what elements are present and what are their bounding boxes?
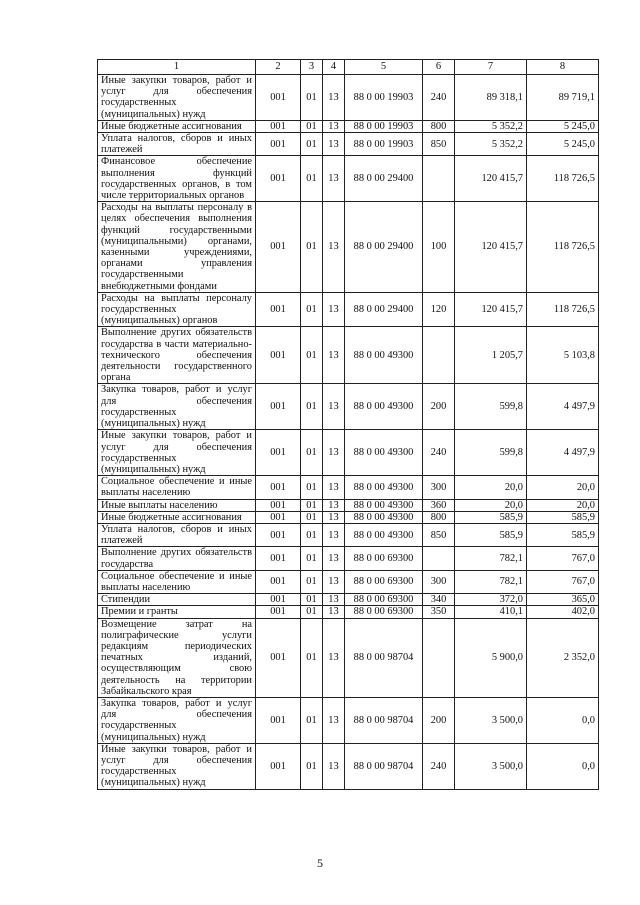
column-header: 8 — [527, 60, 599, 75]
amount-year2-cell: 4 497,9 — [527, 430, 599, 476]
amount-year1-cell: 372,0 — [455, 594, 527, 606]
expense-name-cell: Расходы на выплаты персоналу в целях обеспечения выполнения функций государственными (муниципальными) органами, казенными учреждениями, органами управления государственными внебюджетными фондами — [98, 202, 256, 293]
amount-year1-cell: 120 415,7 — [455, 292, 527, 327]
expense-type-cell: 300 — [423, 476, 455, 499]
amount-year1-cell: 5 900,0 — [455, 618, 527, 697]
amount-year2-cell: 20,0 — [527, 499, 599, 511]
target-article-cell: 88 0 00 49300 — [345, 476, 423, 499]
table-row — [98, 570, 599, 593]
expense-name-cell: Закупка товаров, работ и услуг для обеспечения государственных (муниципальных) нужд — [98, 384, 256, 430]
column-header: 2 — [256, 60, 301, 75]
ministry-code-cell: 001 — [256, 327, 301, 384]
amount-year2-cell: 585,9 — [527, 511, 599, 523]
ministry-code-cell: 001 — [256, 292, 301, 327]
target-article-cell: 88 0 00 69300 — [345, 594, 423, 606]
amount-year1-cell: 782,1 — [455, 570, 527, 593]
table-row — [98, 384, 599, 430]
section-code-cell: 01 — [301, 697, 323, 743]
expense-type-cell: 240 — [423, 430, 455, 476]
ministry-code-cell: 001 — [256, 384, 301, 430]
page-number: 5 — [317, 856, 323, 870]
ministry-code-cell: 001 — [256, 133, 301, 156]
table-row — [98, 133, 599, 156]
expense-name-cell: Иные закупки товаров, работ и услуг для обеспечения государственных (муниципальных) нужд — [98, 75, 256, 121]
table-row — [98, 292, 599, 327]
expense-type-cell: 350 — [423, 606, 455, 618]
ministry-code-cell: 001 — [256, 476, 301, 499]
amount-year2-cell: 5 245,0 — [527, 133, 599, 156]
section-code-cell: 01 — [301, 75, 323, 121]
expense-type-cell — [423, 547, 455, 570]
expense-name-cell: Закупка товаров, работ и услуг для обеспечения государственных (муниципальных) нужд — [98, 697, 256, 743]
expense-name-cell: Иные бюджетные ассигнования — [98, 120, 256, 132]
ministry-code-cell: 001 — [256, 120, 301, 132]
expense-type-cell: 200 — [423, 384, 455, 430]
expense-name-cell: Расходы на выплаты персоналу государственных (муниципальных) органов — [98, 292, 256, 327]
section-code-cell: 01 — [301, 120, 323, 132]
amount-year1-cell: 599,8 — [455, 384, 527, 430]
column-header: 1 — [98, 60, 256, 75]
table-row — [98, 75, 599, 121]
subsection-code-cell: 13 — [323, 697, 345, 743]
expense-name-cell: Уплата налогов, сборов и иных платежей — [98, 133, 256, 156]
expense-name-cell: Иные бюджетные ассигнования — [98, 511, 256, 523]
target-article-cell: 88 0 00 49300 — [345, 430, 423, 476]
expense-type-cell: 340 — [423, 594, 455, 606]
column-header: 3 — [301, 60, 323, 75]
ministry-code-cell: 001 — [256, 202, 301, 293]
expense-type-cell: 800 — [423, 120, 455, 132]
table-row — [98, 606, 599, 618]
amount-year1-cell: 585,9 — [455, 523, 527, 546]
expense-type-cell: 360 — [423, 499, 455, 511]
table-row — [98, 618, 599, 697]
target-article-cell: 88 0 00 69300 — [345, 570, 423, 593]
amount-year2-cell: 365,0 — [527, 594, 599, 606]
target-article-cell: 88 0 00 29400 — [345, 292, 423, 327]
subsection-code-cell: 13 — [323, 594, 345, 606]
subsection-code-cell: 13 — [323, 292, 345, 327]
budget-table — [97, 59, 599, 790]
expense-type-cell: 240 — [423, 75, 455, 121]
expense-type-cell: 850 — [423, 523, 455, 546]
expense-type-cell: 120 — [423, 292, 455, 327]
table-row — [98, 202, 599, 293]
subsection-code-cell: 13 — [323, 476, 345, 499]
table-body — [98, 75, 599, 790]
subsection-code-cell: 13 — [323, 511, 345, 523]
expense-name-cell: Выполнение других обязательств государства в части материально-технического обеспечения деятельности государственного органа — [98, 327, 256, 384]
ministry-code-cell: 001 — [256, 570, 301, 593]
expense-type-cell — [423, 327, 455, 384]
table-header-row — [98, 60, 599, 75]
subsection-code-cell: 13 — [323, 75, 345, 121]
expense-name-cell: Возмещение затрат на полиграфические услуги редакциям периодических печатных изданий, осуществляющим свою деятельность на территории Забайкальского края — [98, 618, 256, 697]
amount-year1-cell: 89 318,1 — [455, 75, 527, 121]
table-row — [98, 511, 599, 523]
table-row — [98, 499, 599, 511]
table-row — [98, 743, 599, 789]
amount-year1-cell: 3 500,0 — [455, 743, 527, 789]
ministry-code-cell: 001 — [256, 594, 301, 606]
table-row — [98, 430, 599, 476]
expense-name-cell: Иные закупки товаров, работ и услуг для обеспечения государственных (муниципальных) нужд — [98, 743, 256, 789]
column-header: 6 — [423, 60, 455, 75]
table-row — [98, 476, 599, 499]
expense-name-cell: Уплата налогов, сборов и иных платежей — [98, 523, 256, 546]
ministry-code-cell: 001 — [256, 430, 301, 476]
section-code-cell: 01 — [301, 618, 323, 697]
column-header: 5 — [345, 60, 423, 75]
ministry-code-cell: 001 — [256, 75, 301, 121]
subsection-code-cell: 13 — [323, 120, 345, 132]
section-code-cell: 01 — [301, 547, 323, 570]
expense-type-cell: 240 — [423, 743, 455, 789]
table-row — [98, 120, 599, 132]
expense-name-cell: Социальное обеспечение и иные выплаты населению — [98, 570, 256, 593]
amount-year2-cell: 5 103,8 — [527, 327, 599, 384]
target-article-cell: 88 0 00 29400 — [345, 202, 423, 293]
table-row — [98, 547, 599, 570]
expense-type-cell: 800 — [423, 511, 455, 523]
ministry-code-cell: 001 — [256, 697, 301, 743]
amount-year1-cell: 585,9 — [455, 511, 527, 523]
expense-type-cell: 100 — [423, 202, 455, 293]
target-article-cell: 88 0 00 49300 — [345, 384, 423, 430]
table-row — [98, 594, 599, 606]
section-code-cell: 01 — [301, 430, 323, 476]
expense-type-cell: 850 — [423, 133, 455, 156]
subsection-code-cell: 13 — [323, 327, 345, 384]
amount-year1-cell: 410,1 — [455, 606, 527, 618]
column-header: 7 — [455, 60, 527, 75]
amount-year1-cell: 20,0 — [455, 476, 527, 499]
amount-year2-cell: 118 726,5 — [527, 156, 599, 202]
amount-year1-cell: 1 205,7 — [455, 327, 527, 384]
section-code-cell: 01 — [301, 499, 323, 511]
amount-year2-cell: 20,0 — [527, 476, 599, 499]
amount-year2-cell: 4 497,9 — [527, 384, 599, 430]
target-article-cell: 88 0 00 49300 — [345, 511, 423, 523]
column-header: 4 — [323, 60, 345, 75]
subsection-code-cell: 13 — [323, 430, 345, 476]
expense-name-cell: Стипендии — [98, 594, 256, 606]
amount-year1-cell: 782,1 — [455, 547, 527, 570]
ministry-code-cell: 001 — [256, 618, 301, 697]
subsection-code-cell: 13 — [323, 618, 345, 697]
target-article-cell: 88 0 00 98704 — [345, 618, 423, 697]
target-article-cell: 88 0 00 69300 — [345, 606, 423, 618]
ministry-code-cell: 001 — [256, 511, 301, 523]
amount-year2-cell: 89 719,1 — [527, 75, 599, 121]
target-article-cell: 88 0 00 19903 — [345, 133, 423, 156]
expense-type-cell — [423, 618, 455, 697]
section-code-cell: 01 — [301, 327, 323, 384]
amount-year2-cell: 767,0 — [527, 570, 599, 593]
amount-year1-cell: 5 352,2 — [455, 120, 527, 132]
expense-type-cell — [423, 156, 455, 202]
table-row — [98, 523, 599, 546]
target-article-cell: 88 0 00 69300 — [345, 547, 423, 570]
section-code-cell: 01 — [301, 292, 323, 327]
section-code-cell: 01 — [301, 133, 323, 156]
amount-year2-cell: 585,9 — [527, 523, 599, 546]
amount-year1-cell: 120 415,7 — [455, 202, 527, 293]
subsection-code-cell: 13 — [323, 606, 345, 618]
subsection-code-cell: 13 — [323, 570, 345, 593]
subsection-code-cell: 13 — [323, 156, 345, 202]
section-code-cell: 01 — [301, 743, 323, 789]
section-code-cell: 01 — [301, 156, 323, 202]
target-article-cell: 88 0 00 19903 — [345, 120, 423, 132]
section-code-cell: 01 — [301, 511, 323, 523]
expense-name-cell: Премии и гранты — [98, 606, 256, 618]
amount-year2-cell: 0,0 — [527, 697, 599, 743]
target-article-cell: 88 0 00 49300 — [345, 523, 423, 546]
target-article-cell: 88 0 00 98704 — [345, 697, 423, 743]
subsection-code-cell: 13 — [323, 133, 345, 156]
ministry-code-cell: 001 — [256, 156, 301, 202]
subsection-code-cell: 13 — [323, 202, 345, 293]
amount-year2-cell: 118 726,5 — [527, 292, 599, 327]
expense-name-cell: Социальное обеспечение и иные выплаты населению — [98, 476, 256, 499]
amount-year2-cell: 2 352,0 — [527, 618, 599, 697]
expense-type-cell: 300 — [423, 570, 455, 593]
section-code-cell: 01 — [301, 594, 323, 606]
table-row — [98, 156, 599, 202]
amount-year2-cell: 767,0 — [527, 547, 599, 570]
subsection-code-cell: 13 — [323, 547, 345, 570]
target-article-cell: 88 0 00 49300 — [345, 327, 423, 384]
table-row — [98, 697, 599, 743]
amount-year2-cell: 5 245,0 — [527, 120, 599, 132]
amount-year1-cell: 3 500,0 — [455, 697, 527, 743]
subsection-code-cell: 13 — [323, 384, 345, 430]
ministry-code-cell: 001 — [256, 499, 301, 511]
subsection-code-cell: 13 — [323, 523, 345, 546]
target-article-cell: 88 0 00 29400 — [345, 156, 423, 202]
amount-year1-cell: 599,8 — [455, 430, 527, 476]
expense-name-cell: Финансовое обеспечение выполнения функций государственных органов, в том числе территориальных органов — [98, 156, 256, 202]
target-article-cell: 88 0 00 98704 — [345, 743, 423, 789]
amount-year2-cell: 402,0 — [527, 606, 599, 618]
ministry-code-cell: 001 — [256, 606, 301, 618]
target-article-cell: 88 0 00 49300 — [345, 499, 423, 511]
subsection-code-cell: 13 — [323, 499, 345, 511]
amount-year1-cell: 120 415,7 — [455, 156, 527, 202]
ministry-code-cell: 001 — [256, 547, 301, 570]
ministry-code-cell: 001 — [256, 743, 301, 789]
section-code-cell: 01 — [301, 606, 323, 618]
target-article-cell: 88 0 00 19903 — [345, 75, 423, 121]
ministry-code-cell: 001 — [256, 523, 301, 546]
amount-year2-cell: 0,0 — [527, 743, 599, 789]
subsection-code-cell: 13 — [323, 743, 345, 789]
amount-year1-cell: 5 352,2 — [455, 133, 527, 156]
table-row — [98, 327, 599, 384]
amount-year2-cell: 118 726,5 — [527, 202, 599, 293]
amount-year1-cell: 20,0 — [455, 499, 527, 511]
section-code-cell: 01 — [301, 523, 323, 546]
expense-type-cell: 200 — [423, 697, 455, 743]
section-code-cell: 01 — [301, 202, 323, 293]
expense-name-cell: Выполнение других обязательств государства — [98, 547, 256, 570]
expense-name-cell: Иные закупки товаров, работ и услуг для обеспечения государственных (муниципальных) нужд — [98, 430, 256, 476]
section-code-cell: 01 — [301, 570, 323, 593]
section-code-cell: 01 — [301, 384, 323, 430]
section-code-cell: 01 — [301, 476, 323, 499]
expense-name-cell: Иные выплаты населению — [98, 499, 256, 511]
